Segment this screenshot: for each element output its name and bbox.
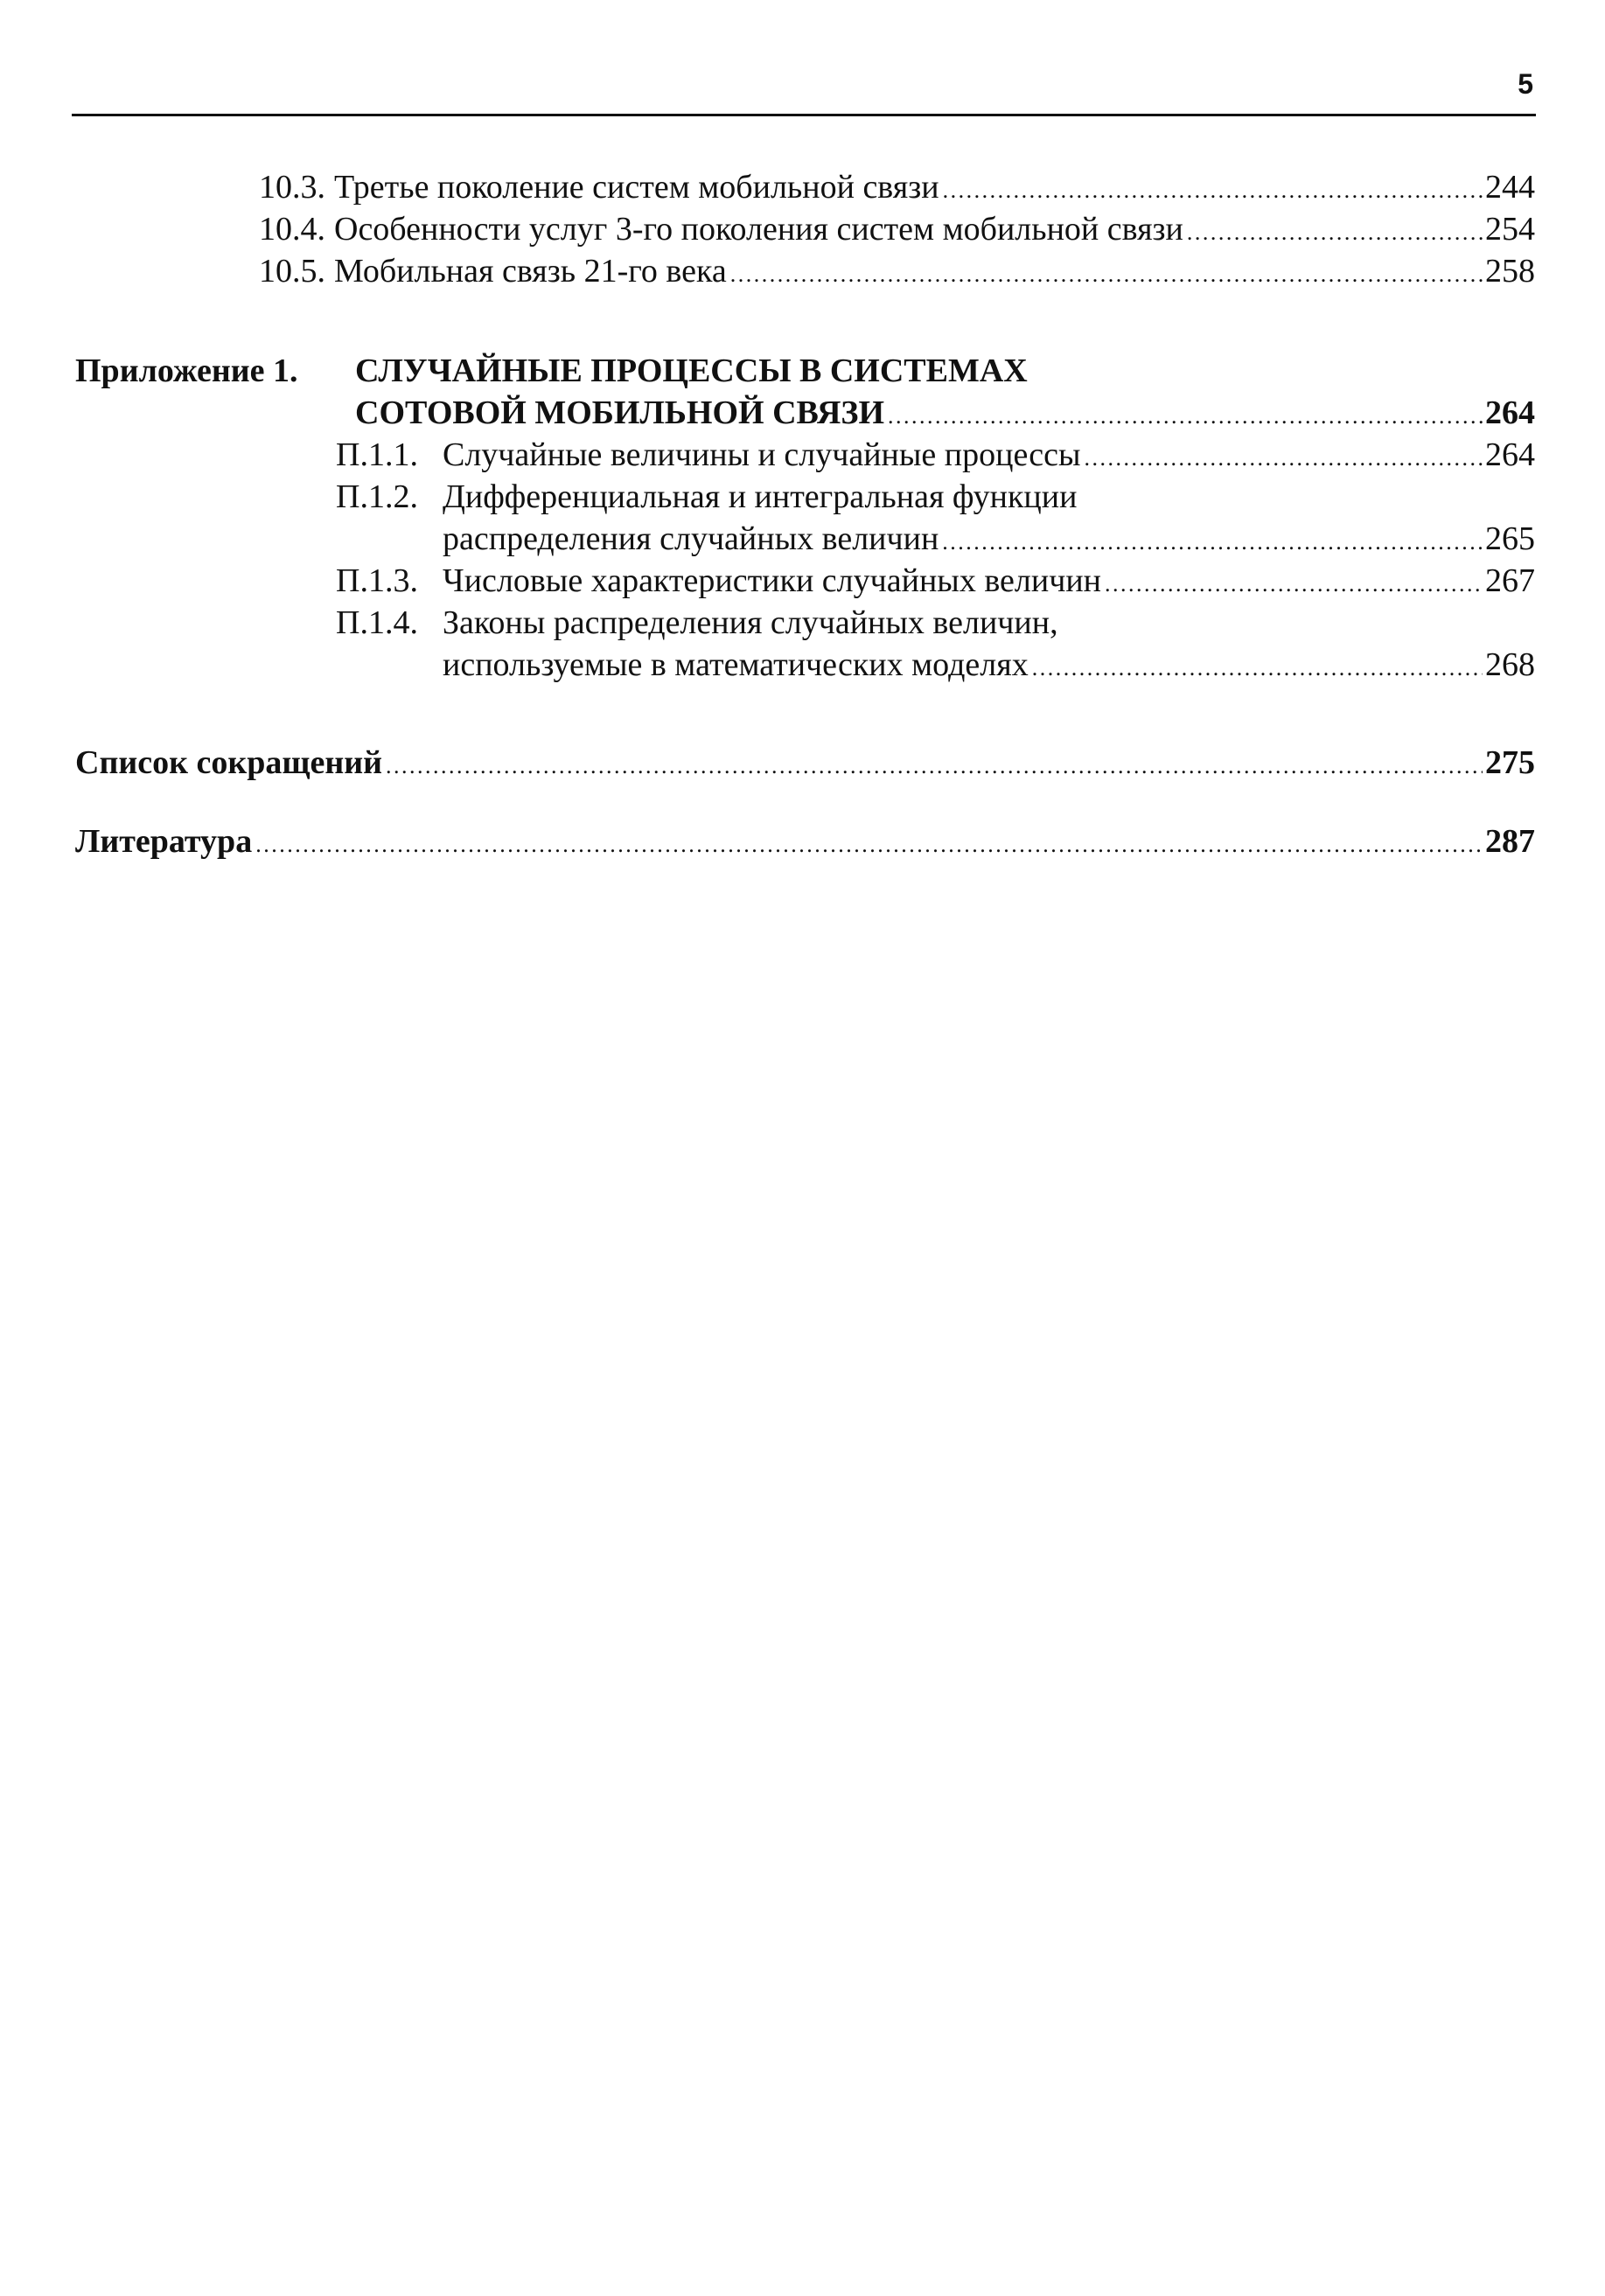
- appendix-title-entry[interactable]: [0, 392, 1535, 434]
- appendix-page: 264: [1485, 394, 1535, 431]
- dot-leader: [1105, 563, 1483, 605]
- section-page: 254: [1485, 211, 1535, 248]
- section-page: 265: [1485, 520, 1535, 557]
- section-number-p-1-4: П.1.4.: [336, 604, 418, 641]
- appendix-title-line2: СОТОВОЙ МОБИЛЬНОЙ СВЯЗИ: [355, 394, 885, 431]
- section-title: Литература: [75, 823, 253, 860]
- toc-entry-abbreviations[interactable]: [0, 742, 1535, 784]
- section-page: 244: [1485, 169, 1535, 206]
- toc-entry-10-5[interactable]: [0, 250, 1535, 292]
- toc-entry-10-4[interactable]: [0, 208, 1535, 250]
- section-page: 267: [1485, 562, 1535, 599]
- appendix-label: Приложение 1.: [75, 352, 298, 389]
- toc-entry-literature[interactable]: [0, 820, 1535, 862]
- section-title: Числовые характеристики случайных величин: [443, 562, 1101, 599]
- dot-leader: [1187, 212, 1483, 254]
- section-number-p-1-2: П.1.2.: [336, 478, 418, 515]
- section-number: 10.5.: [259, 253, 325, 290]
- section-page: 268: [1485, 646, 1535, 683]
- dot-leader: [942, 521, 1483, 563]
- section-title-p-1-4-line2: используемые в математических моделях: [443, 646, 1029, 683]
- section-title: Особенности услуг 3-го поколения систем мобильной связи: [334, 211, 1183, 248]
- dot-leader: [730, 254, 1483, 296]
- header-rule: [72, 114, 1536, 116]
- section-title-p-1-2-line1[interactable]: Дифференциальная и интегральная функции: [443, 478, 1078, 515]
- section-page: 264: [1485, 436, 1535, 473]
- section-title-p-1-2-line2: распределения случайных величин: [443, 520, 939, 557]
- dot-leader: [386, 745, 1483, 787]
- section-number: П.1.3.: [336, 562, 418, 599]
- section-page: 287: [1485, 823, 1535, 860]
- section-number: П.1.1.: [336, 436, 418, 473]
- appendix-title-line1[interactable]: СЛУЧАЙНЫЕ ПРОЦЕССЫ В СИСТЕМАХ: [355, 352, 1028, 389]
- toc-entry-p-1-3[interactable]: [0, 560, 1535, 602]
- dot-leader: [1085, 437, 1483, 479]
- toc-entry-p-1-2[interactable]: [0, 518, 1535, 560]
- section-number: 10.4.: [259, 211, 325, 248]
- dot-leader: [1032, 647, 1483, 689]
- section-title-p-1-4-line1[interactable]: Законы распределения случайных величин,: [443, 604, 1058, 641]
- page-number: 5: [1518, 68, 1533, 100]
- dot-leader: [255, 824, 1483, 866]
- toc-entry-p-1-4[interactable]: [0, 644, 1535, 686]
- section-title: Список сокращений: [75, 744, 383, 781]
- dot-leader: [888, 395, 1483, 437]
- toc-entry-10-3[interactable]: [0, 166, 1535, 208]
- dot-leader: [943, 170, 1483, 212]
- section-title: Мобильная связь 21-го века: [334, 253, 727, 290]
- section-page: 275: [1485, 744, 1535, 781]
- toc-entry-p-1-1[interactable]: [0, 434, 1535, 476]
- section-page: 258: [1485, 253, 1535, 290]
- section-title: Случайные величины и случайные процессы: [443, 436, 1081, 473]
- section-title: Третье поколение систем мобильной связи: [334, 169, 939, 206]
- section-number: 10.3.: [259, 169, 325, 206]
